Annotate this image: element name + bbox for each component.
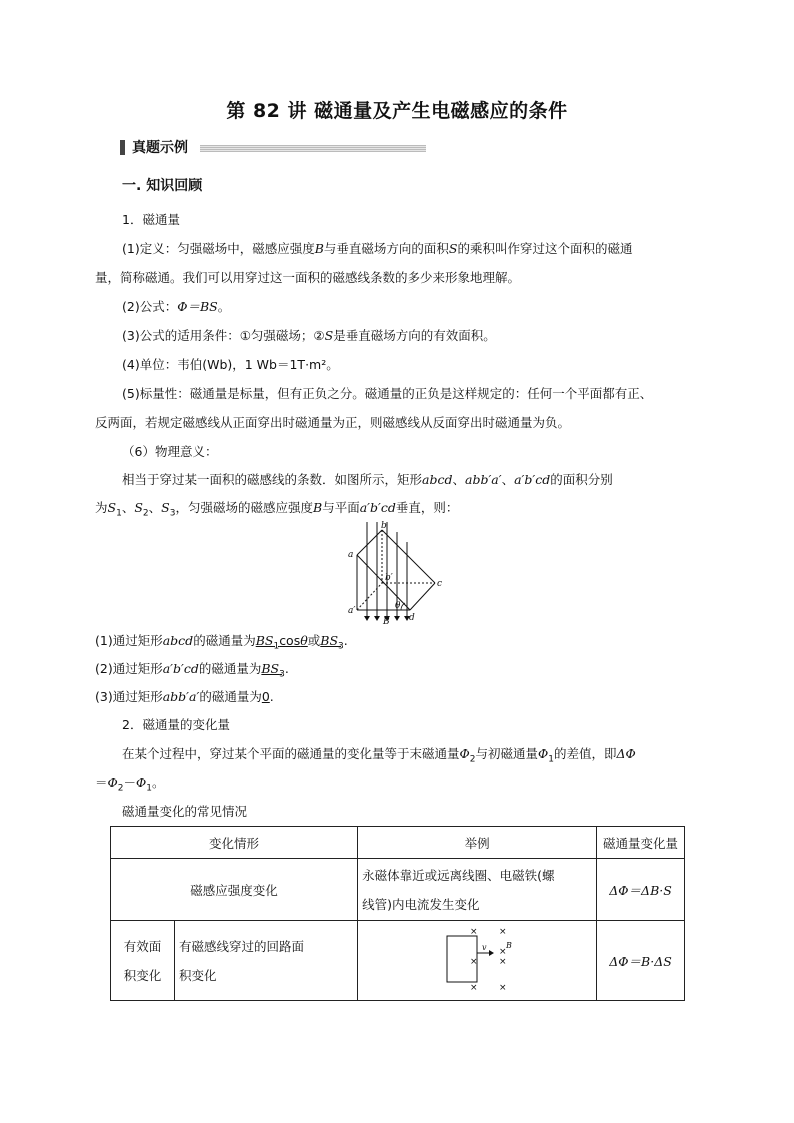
label-theta: θ	[395, 601, 401, 611]
page-title: 第 82 讲 磁通量及产生电磁感应的条件	[226, 100, 568, 122]
section-rule	[200, 145, 426, 152]
svg-text:×: ×	[499, 983, 507, 992]
svg-text:×: ×	[470, 983, 478, 992]
scalar-line-1: (5)标量性：磁通量是标量，但有正负之分。磁通量的正负是这样规定的：任何一个平面都有正、	[122, 386, 653, 401]
meaning-line-2: 为$S_1$、$S_2$、$S_3$，匀强磁场的磁感应强度B与平面a′b′cd垂直，则：	[95, 500, 459, 519]
subheading-change: 2．磁通量的变化量	[122, 717, 230, 732]
svg-text:×: ×	[499, 957, 507, 967]
result-line-3: (3)通过矩形abb′a′的磁通量为0.	[95, 689, 274, 704]
flux-change-table	[110, 826, 685, 1001]
section-marker	[120, 140, 125, 155]
cell-situation-main: 有效面 积变化	[111, 921, 175, 1001]
label-b: b	[381, 521, 387, 531]
label-B: B	[383, 617, 390, 625]
cell-change: ΔΦ＝B·ΔS	[597, 921, 685, 1001]
label-c: c	[437, 579, 443, 589]
label-d: d	[409, 613, 415, 623]
condition-line: (3)公式的适用条件：①匀强磁场；②S是垂直磁场方向的有效面积。	[122, 328, 496, 343]
svg-text:×: ×	[470, 927, 478, 937]
label-B: B	[506, 941, 512, 950]
section-label: 真题示例	[132, 140, 188, 156]
label-a-prime: a′	[348, 606, 356, 616]
subheading-flux: 1．磁通量	[122, 212, 180, 227]
section-header	[120, 137, 426, 157]
header-example: 举例	[358, 827, 597, 859]
cell-situation: 磁感应强度变化	[111, 859, 358, 921]
header-situation: 变化情形	[111, 827, 358, 859]
svg-text:×: ×	[499, 947, 507, 957]
unit-line: (4)单位：韦伯(Wb)，1 Wb＝1T·m²。	[122, 357, 339, 372]
header-change: 磁通量变化量	[597, 827, 685, 859]
cell-example: 永磁体靠近或远离线圈、电磁铁(螺 线管)内电流发生变化	[358, 859, 597, 921]
cell-example-figure	[358, 921, 597, 1001]
part-heading: 一. 知识回顾	[122, 178, 203, 194]
table-caption: 磁通量变化的常见情况	[122, 804, 248, 819]
svg-text:×: ×	[470, 957, 478, 967]
definition-line-1: (1)定义：匀强磁场中，磁感应强度B与垂直磁场方向的面积S的乘积叫作穿过这个面积的磁通	[122, 241, 633, 256]
label-v: v	[482, 943, 487, 952]
flux-diagram-figure	[345, 520, 455, 625]
scalar-line-2: 反两面，若规定磁感线从正面穿出时磁通量为正，则磁感线从反面穿出时磁通量为负。	[95, 415, 571, 430]
cell-situation-detail: 有磁感线穿过的回路面 积变化	[175, 921, 358, 1001]
formula-line: (2)公式：Φ＝BS。	[122, 299, 231, 314]
table-row	[111, 921, 685, 1001]
svg-text:×: ×	[499, 927, 507, 937]
table-row	[111, 859, 685, 921]
moving-loop-figure	[437, 926, 517, 992]
meaning-line-1: 相当于穿过某一面积的磁感线的条数．如图所示，矩形abcd、abb′a′、a′b′cd的面积分别	[122, 472, 613, 487]
table-header-row	[111, 827, 685, 859]
cell-change: ΔΦ＝ΔB·S	[597, 859, 685, 921]
label-b-prime: b′	[385, 573, 393, 583]
label-a: a	[348, 550, 354, 560]
definition-line-2: 量，简称磁通。我们可以用穿过这一面积的磁感线条数的多少来形象地理解。	[95, 270, 521, 285]
result-line-1: (1)通过矩形abcd的磁通量为$BS_1\cos\theta$或$BS_3$.	[95, 633, 348, 652]
meaning-heading: （6）物理意义：	[122, 444, 218, 459]
change-line-2: $=\Phi_2-\Phi_1$。	[95, 775, 165, 794]
result-line-2: (2)通过矩形a′b′cd的磁通量为$BS_3$.	[95, 661, 289, 680]
change-line-1: 在某个过程中，穿过某个平面的磁通量的变化量等于末磁通量$\Phi_2$与初磁通量$\Phi_1$的差值，即ΔΦ	[122, 746, 636, 765]
